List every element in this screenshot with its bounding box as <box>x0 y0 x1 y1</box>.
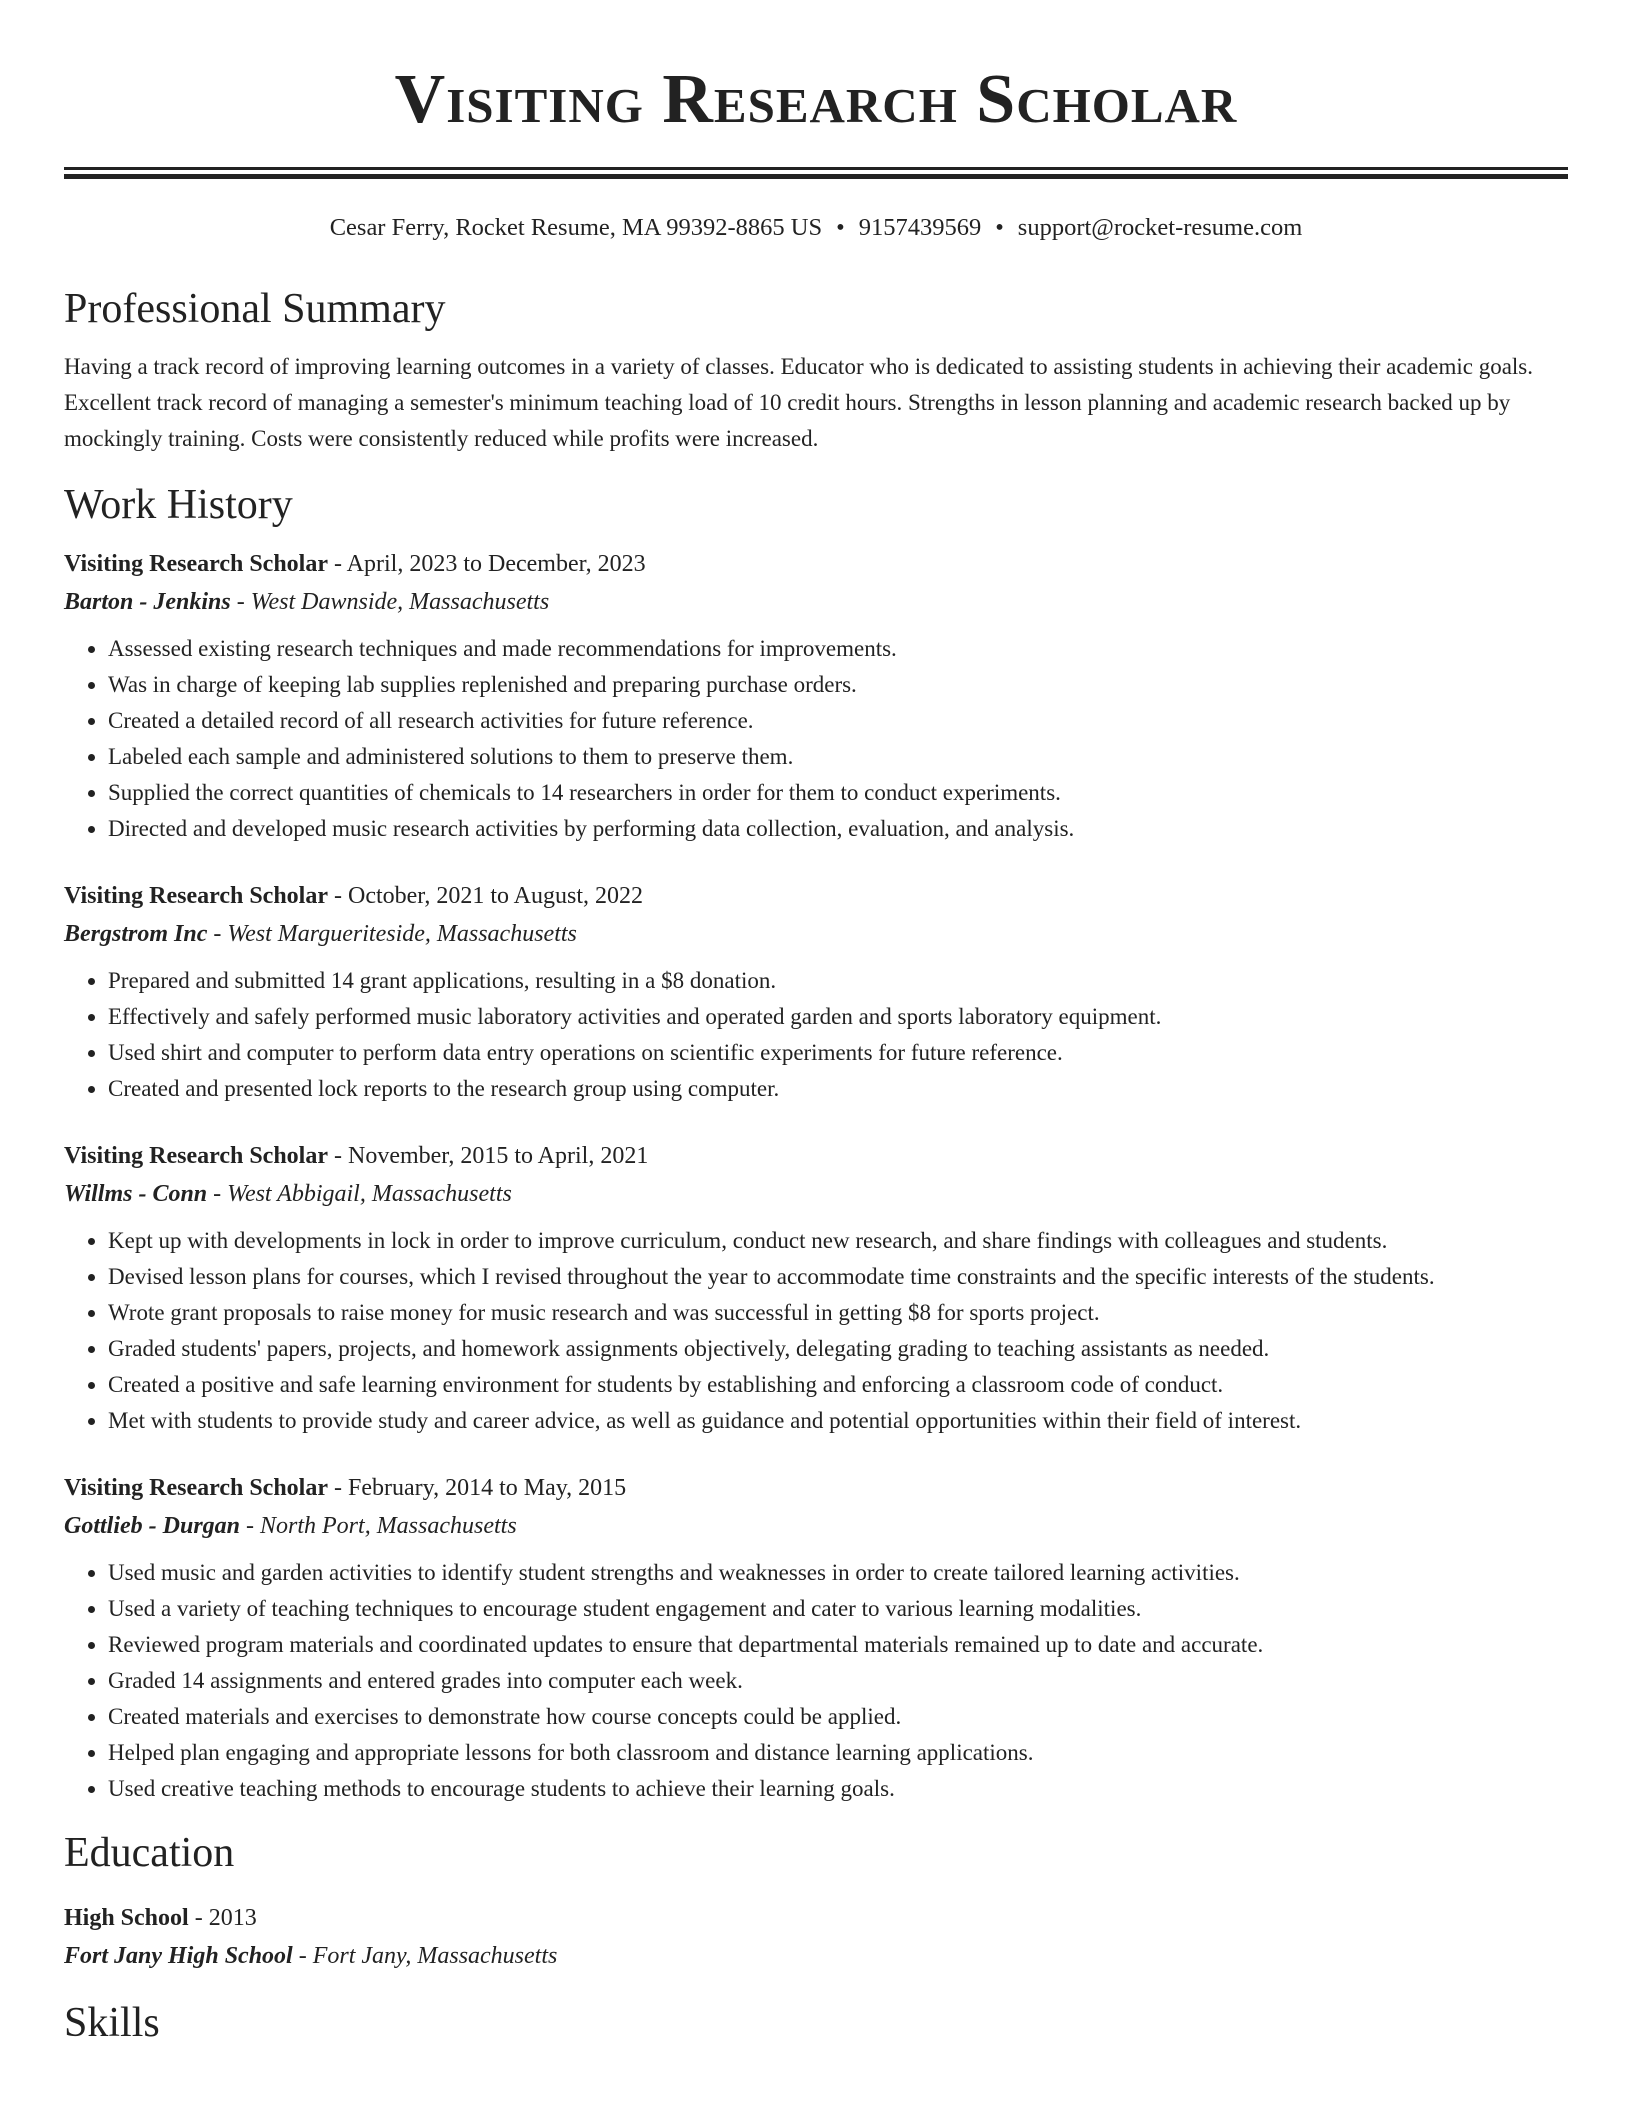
job-role: Visiting Research Scholar <box>64 883 328 909</box>
job-entry <box>64 877 1568 1107</box>
list-item: • Labeled each sample and administered solutions to them to preserve them. <box>108 739 1568 775</box>
job-location: - West Dawnside, Massachusetts <box>230 589 550 615</box>
job-role: Visiting Research Scholar <box>64 1143 328 1169</box>
contact-separator: • <box>995 214 1004 241</box>
job-company-line <box>64 1175 1568 1213</box>
resume-title: Visiting Research Scholar <box>394 61 1238 138</box>
job-location: - West Margueriteside, Massachusetts <box>207 921 577 947</box>
list-item: • Used music and garden activities to identify student strengths and weaknesses in order to create tailored learning activities. <box>108 1555 1568 1591</box>
job-entry <box>64 1137 1568 1439</box>
list-item: • Helped plan engaging and appropriate lessons for both classroom and distance learning applications. <box>108 1735 1568 1771</box>
list-item: • Devised lesson plans for courses, which I revised throughout the year to accommodate time constraints and the specific interests of the students. <box>108 1259 1568 1295</box>
job-dates: - October, 2021 to August, 2022 <box>328 883 644 909</box>
list-item: • Reviewed program materials and coordinated updates to ensure that departmental materials remained up to date and accurate. <box>108 1627 1568 1663</box>
contact-phone: 9157439569 <box>858 214 982 241</box>
list-item: • Effectively and safely performed music laboratory activities and operated garden and sports laboratory equipment. <box>108 999 1568 1035</box>
list-item: • Used creative teaching methods to encourage students to achieve their learning goals. <box>108 1771 1568 1807</box>
job-company-line <box>64 915 1568 953</box>
title-divider <box>64 167 1568 179</box>
job-header <box>64 1137 1568 1175</box>
list-item: • Created a detailed record of all research activities for future reference. <box>108 703 1568 739</box>
list-item: • Used a variety of teaching techniques to encourage student engagement and cater to various learning modalities. <box>108 1591 1568 1627</box>
contact-address: Cesar Ferry, Rocket Resume, MA 99392-8865 US <box>329 214 823 241</box>
job-location: - North Port, Massachusetts <box>240 1513 517 1539</box>
job-duties <box>64 1555 1568 1807</box>
list-item: • Created a positive and safe learning environment for students by establishing and enforcing a classroom code of conduct. <box>108 1367 1568 1403</box>
education-degree: High School <box>64 1905 189 1931</box>
list-item: • Created materials and exercises to demonstrate how course concepts could be applied. <box>108 1699 1568 1735</box>
job-duties <box>64 1223 1568 1439</box>
list-item: • Met with students to provide study and career advice, as well as guidance and potential opportunities within their field of interest. <box>108 1403 1568 1439</box>
job-company: Gottlieb - Durgan <box>64 1513 241 1539</box>
list-item: • Directed and developed music research activities by performing data collection, evaluation, and analysis. <box>108 811 1568 847</box>
contact-email: support@rocket-resume.com <box>1017 214 1303 241</box>
list-item: • Prepared and submitted 14 grant applications, resulting in a $8 donation. <box>108 963 1568 999</box>
education-school: Fort Jany High School <box>64 1943 293 1969</box>
summary-section <box>64 283 1568 457</box>
job-company: Willms - Conn <box>64 1181 208 1207</box>
job-company-line <box>64 583 1568 621</box>
list-item: • Was in charge of keeping lab supplies replenished and preparing purchase orders. <box>108 667 1568 703</box>
list-item: • Used shirt and computer to perform data entry operations on scientific experiments for future reference. <box>108 1035 1568 1071</box>
education-header <box>64 1899 1568 1937</box>
job-company-line <box>64 1507 1568 1545</box>
job-company: Barton - Jenkins <box>64 589 231 615</box>
work-history-heading: Work History <box>64 482 293 528</box>
education-year: - 2013 <box>188 1905 257 1931</box>
job-header <box>64 877 1568 915</box>
skills-section <box>64 1997 1568 2049</box>
education-section <box>64 1827 1568 1975</box>
job-entry <box>64 1469 1568 1807</box>
job-entry <box>64 545 1568 847</box>
job-role: Visiting Research Scholar <box>64 551 328 577</box>
job-duties <box>64 963 1568 1107</box>
list-item: • Assessed existing research techniques and made recommendations for improvements. <box>108 631 1568 667</box>
summary-text: Having a track record of improving learning outcomes in a variety of classes. Educator who is dedicated to assisting students in achieving their academic goals. Excellent track record of managing a semester's minimum teaching load of 10 credit hours. Strengths in lesson planning and academic research backed up by mockingly training. Costs were consistently reduced while profits were increased. <box>64 354 1534 451</box>
list-item: • Graded students' papers, projects, and homework assignments objectively, delegating grading to teaching assistants as needed. <box>108 1331 1568 1367</box>
skills-heading: Skills <box>64 2000 160 2046</box>
work-history-section <box>64 479 1568 1807</box>
list-item: • Supplied the correct quantities of chemicals to 14 researchers in order for them to conduct experiments. <box>108 775 1568 811</box>
contact-line <box>64 212 1568 244</box>
summary-heading: Professional Summary <box>64 286 446 332</box>
contact-separator: • <box>836 214 845 241</box>
list-item: • Created and presented lock reports to the research group using computer. <box>108 1071 1568 1107</box>
job-dates: - April, 2023 to December, 2023 <box>328 551 646 577</box>
education-heading: Education <box>64 1830 235 1876</box>
job-company: Bergstrom Inc <box>64 921 208 947</box>
list-item: • Wrote grant proposals to raise money for music research and was successful in getting $8 for sports project. <box>108 1295 1568 1331</box>
job-header <box>64 545 1568 583</box>
list-item: • Graded 14 assignments and entered grades into computer each week. <box>108 1663 1568 1699</box>
job-header <box>64 1469 1568 1507</box>
education-school-line <box>64 1937 1568 1975</box>
job-role: Visiting Research Scholar <box>64 1475 328 1501</box>
job-dates: - February, 2014 to May, 2015 <box>328 1475 627 1501</box>
job-dates: - November, 2015 to April, 2021 <box>328 1143 649 1169</box>
job-location: - West Abbigail, Massachusetts <box>207 1181 512 1207</box>
education-location: - Fort Jany, Massachusetts <box>292 1943 558 1969</box>
job-duties <box>64 631 1568 847</box>
education-entry <box>64 1899 1568 1975</box>
list-item: • Kept up with developments in lock in order to improve curriculum, conduct new research, and share findings with colleagues and students. <box>108 1223 1568 1259</box>
